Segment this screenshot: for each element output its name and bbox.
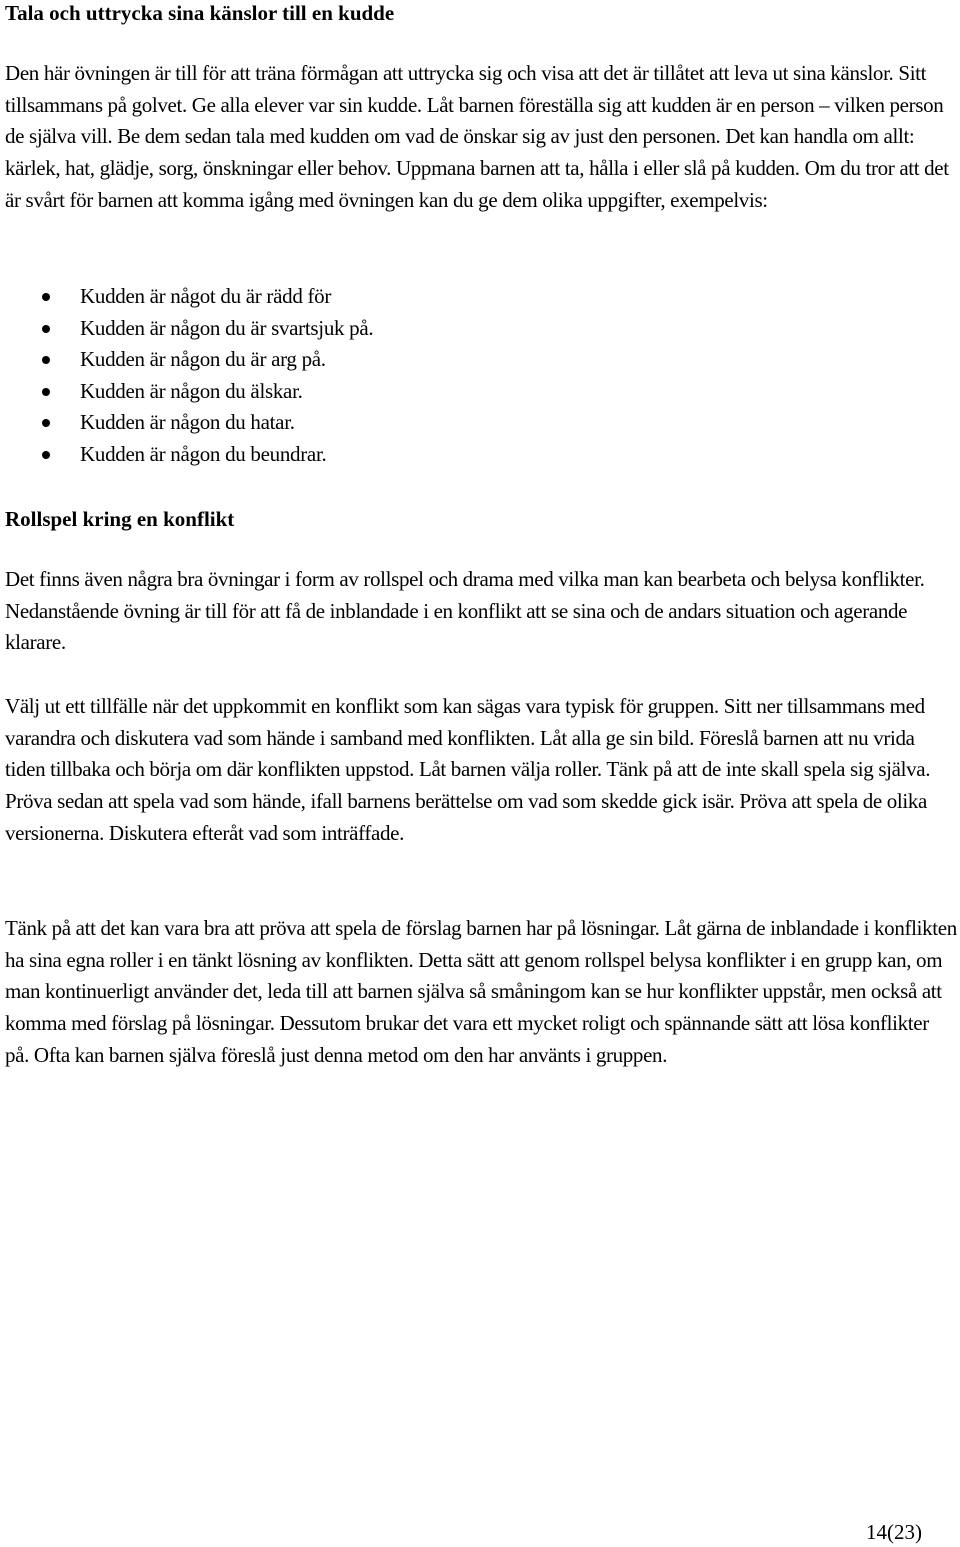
bullet-icon bbox=[42, 419, 50, 427]
list-item bbox=[5, 376, 955, 408]
bullet-icon bbox=[42, 356, 50, 364]
intro-paragraph: Den här övningen är till för att träna förmågan att uttrycka sig och visa att det är tillåtet att leva ut sina känslor. Sitt tillsammans på golvet. Ge alla elever var sin kudde. Låt barnen föreställa sig att kudden är en person – vilken person de själva vill. Be dem sedan tala med kudden om vad de önskar sig av just den personen. Det kan handla om allt: kärlek, hat, glädje, sorg, önskningar eller behov. Uppmana barnen att ta, hålla i eller slå på kudden. Om du tror att det är svårt för barnen att komma igång med övningen kan du ge dem olika uppgifter, exempelvis: bbox=[5, 61, 949, 212]
page-title: Tala och uttrycka sina känslor till en kudde bbox=[5, 1, 395, 25]
example-task-list bbox=[5, 281, 955, 471]
list-item bbox=[5, 439, 955, 471]
section-heading: Rollspel kring en konflikt bbox=[5, 507, 235, 531]
bullet-icon bbox=[42, 293, 50, 301]
list-item-text: Kudden är någon du älskar. bbox=[80, 378, 303, 403]
list-item-text: Kudden är något du är rädd för bbox=[80, 284, 332, 308]
list-item bbox=[5, 281, 955, 313]
page-number: 14(23) bbox=[866, 1520, 922, 1544]
list-item bbox=[5, 313, 955, 345]
bullet-icon bbox=[42, 325, 50, 333]
bullet-icon bbox=[42, 451, 50, 459]
paragraph-2: Välj ut ett tillfälle när det uppkommit en konflikt som kan sägas vara typisk för gruppen. Sitt ner tillsammans med varandra och diskutera vad som hände i samband med konflikten. Låt alla ge sin bild. Föreslå barnen att nu vrida tiden tillbaka och börja om där konflikten uppstod. Låt barnen välja roller. Tänk på att de inte skall spela sig själva. Pröva sedan att spela vad som hände, ifall barnens berättelse om vad som skedde gick isär. Pröva att spela de olika versionerna. Diskutera efteråt vad som inträffade. bbox=[5, 694, 931, 845]
list-item-text: Kudden är någon du beundrar. bbox=[80, 441, 327, 466]
paragraph-1: Det finns även några bra övningar i form av rollspel och drama med vilka man kan bearbeta och belysa konflikter. Nedanstående övning är till för att få de inblandade i en konflikt att se sina och de andars situation och agerande klarare. bbox=[5, 567, 925, 655]
bullet-icon bbox=[42, 388, 50, 396]
list-item bbox=[5, 407, 955, 439]
list-item-text: Kudden är någon du hatar. bbox=[80, 410, 295, 435]
list-item-text: Kudden är någon du är arg på. bbox=[80, 347, 326, 372]
list-item-text: Kudden är någon du är svartsjuk på. bbox=[80, 315, 374, 340]
list-item bbox=[5, 344, 955, 376]
paragraph-3: Tänk på att det kan vara bra att pröva att spela de förslag barnen har på lösningar. Låt gärna de inblandade i konflikten ha sina egna roller i en tänkt lösning av konflikten. Detta sätt att genom rollspel belysa konflikter i en grupp kan, om man kontinuerligt använder det, leda till att barnen själva så småningom kan se hur konflikter uppstår, men också att komma med förslag på lösningar. Dessutom brukar det vara ett mycket roligt och spännande sätt att lösa konflikter på. Ofta kan barnen själva föreslå just denna metod om den har använts i gruppen. bbox=[5, 916, 957, 1067]
